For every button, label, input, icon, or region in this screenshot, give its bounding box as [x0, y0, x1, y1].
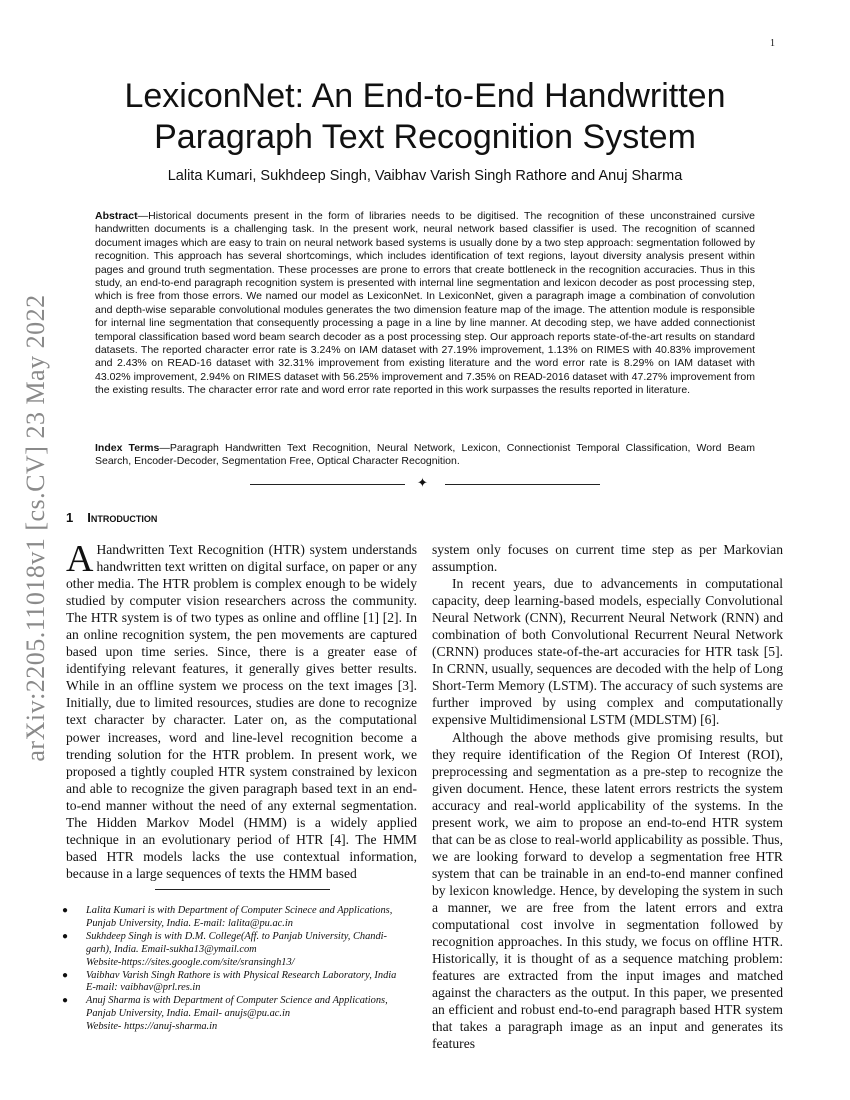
footnote-item: ● Vaibhav Varish Singh Rathore is with Physical Research Laboratory, India E-mail: vaibhav@prl.res.in: [62, 969, 397, 994]
divider-line-left: [250, 484, 405, 485]
title-line-1: LexiconNet: An End-to-End Handwritten: [124, 77, 726, 115]
index-terms-text: —Paragraph Handwritten Text Recognition, Neural Network, Lexicon, Connectionist Temporal Classification, Word Beam Search, Encoder-Decoder, Segmentation Free, Optical Character Recognition.: [95, 442, 756, 468]
arxiv-stamp: [6, 288, 66, 768]
paper-title: [75, 76, 775, 158]
abstract-label: Abstract: [95, 210, 138, 222]
abstract: [95, 210, 755, 398]
drop-cap: A: [66, 538, 94, 580]
divider-star-icon: ✦: [417, 476, 428, 491]
section-heading: [66, 510, 157, 525]
index-terms-label: Index Terms: [95, 442, 160, 454]
body-paragraph: In recent years, due to advancements in computational capacity, deep learning-based models, especially Convolutional Neural Network (CNN), Recurrent Neural Network (RNN) and combination of both Convolutional Recurrent Neural Network (CRNN) produces state-of-the-art accuracies for HTR task [5]. In CRNN, usually, sequences are decoded with the help of Long Short-Term Memory (LSTM). The accuracy of such systems are further improved by using complex and computationally expensive Multidimensional LSTM (MDLSTM) [6].: [432, 576, 783, 728]
title-line-2: Paragraph Text Recognition System: [154, 117, 696, 156]
divider-line-right: [445, 484, 600, 485]
intro-text: Handwritten Text Recognition (HTR) system understands handwritten text written on digital surface, on paper or any other media. The HTR problem is complex enough to be widely studied by computer vision researchers across the community. The HTR system is of two types as online and offline [1] [2]. In an online recognition system, the pen movements are captured based upon time series. Since, there is a greater ease of identifying relevant features, it generally gives better results. While in an offline system we process on the text images [3]. Initially, due to limited resources, studies are done to recognize text character by character. Later on, as the computational power increases, word and line-level recognition become a trending solution for the HTR problem. In present work, we proposed a tightly coupled HTR system constrained by lexicon and able to recognize the given paragraph based text in an end-to-end manner without the need of any external segmentation. The Hidden Markov Model (HMM) is a widely applied technique in an evolutionary period of HTR [4]. The HMM based HTR models lacks the use contextual information, because in a large sequences of texts the HMM based: [66, 542, 417, 881]
bullet-icon: ●: [62, 930, 69, 942]
arxiv-stamp-text: arXiv:2205.11018v1 [cs.CV] 23 May 2022: [21, 294, 50, 762]
index-terms: [95, 442, 755, 469]
body-paragraph: system only focuses on current time step as per Markovian assumption.: [432, 542, 783, 575]
section-divider: [250, 476, 600, 494]
author-footnotes: [60, 905, 420, 1034]
author-list: Lalita Kumari, Sukhdeep Singh, Vaibhav Varish Singh Rathore and Anuj Sharma: [167, 168, 683, 184]
bullet-icon: ●: [62, 905, 69, 916]
footnote-rule: [155, 889, 330, 890]
abstract-text: —Historical documents present in the form of libraries needs to be digitised. The recognition of these unconstrained cursive handwritten documents is a challenging task. In the present work, neural network based classifier is used. The recognition of scanned document images which are easy to train on neural network based systems is usually done by a two step approach: segmentation followed by recognition. This approach has several shortcomings, which includes identification of text regions, layout diversity analysis present within pages and ground truth segmentation. These processes are prone to errors that create bottleneck in the recognition accuracies. Thus in this study, an end-to-end paragraph recognition system is presented with internal line segmentation and lexicon decoder as post processing step, which is free from those errors. We named our model as LexiconNet. In LexiconNet, given a paragraph image a combination of convolution and depth-wise separable convolutional modules generates the two dimension feature map of the image. The attention module is responsible for internal line segmentation that consequently processing a page in a line by line manner. At decoding step, we have added connectionist temporal classification based word beam search decoder as a post processing step. Our approach reports state-of-the-art results on standard datasets. The reported character error rate is 3.24% on IAM dataset with 27.19% improvement, 1.13% on RIMES with 40.83% improvement and 2.43% on READ-16 dataset with 32.31% improvement from existing literature and the word error rate is 8.29% on IAM dataset with 43.02% improvement, 2.94% on RIMES dataset with 56.25% improvement and 7.35% on READ-2016 dataset with 47.27% improvement from the existing results. The character error rate and word error rate reported in this work surpasses the results reported in literature.: [95, 210, 755, 397]
intro-paragraph: [66, 538, 417, 882]
bullet-icon: ●: [62, 969, 69, 981]
right-column: [432, 541, 783, 1052]
bullet-icon: ●: [62, 995, 69, 1007]
footnote-item: ● Lalita Kumari is with Department of Computer Scinece and Applications, Punjab University, India. E-mail: lalita@pu.ac.in: [62, 905, 393, 929]
section-title: Introduction: [87, 510, 158, 525]
page-number: 1: [770, 38, 775, 49]
footnote-item: ● Sukhdeep Singh is with D.M. College(Aff. to Panjab University, Chandi- garh), India. Email-sukha13@ymail.com Website-https://sites.google.com/site/sransingh13/: [62, 930, 388, 968]
footnote-item: ● Anuj Sharma is with Department of Computer Science and Applications, Panjab University, India. Email- anujs@pu.ac.in Website- https://anuj-sharma.in: [62, 995, 388, 1033]
section-number: 1: [66, 510, 74, 525]
body-paragraph: Although the above methods give promising results, but they require identification of the Region Of Interest (ROI), preprocessing and segmentation as a pre-step to recognize the given document. Hence, these latent errors restricts the system accuracy and real-world applicability of the systems. In the present work, we aim to propose an end-to-end HTR system that can be as close to real-world applicability as possible. Thus, we are looking forward to develop a segmentation free HTR system that can be trainable in an end-to-end manner confined by lexicon knowledge. Hence, by developing the system in such a manner, we are free from the latent errors and extra computational cost involve in segmentation followed by recognition approaches. In this study, we focus on offline HTR. Historically, it is thought of as a sequence matching problem: features are extracted from the input images and matched against the characters as the output. In this paper, we presented an efficient and robust end-to-end paragraph based HTR system that takes a paragraph image as an input and generates its features: [432, 729, 783, 1052]
left-column: [66, 538, 417, 882]
